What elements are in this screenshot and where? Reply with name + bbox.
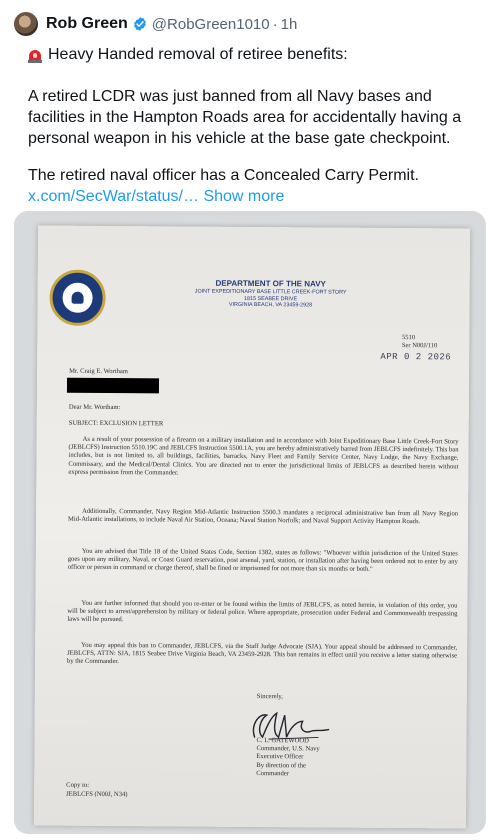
avatar[interactable] xyxy=(14,12,38,36)
show-more-link[interactable]: Show more xyxy=(203,188,285,205)
post-photo[interactable] xyxy=(14,211,486,834)
letter-salutation: Dear Mr. Wortham: xyxy=(68,403,121,412)
separator-dot: · xyxy=(272,15,278,33)
letter-paragraph-3: You are advised that Title 18 of the United States Code, Section 1382, states as follows: "Whoever within jurisdiction of the United States goes upon any military, Naval, or Coast Guard reservation, post arsenal, yard, station, or installation after having been ordered not to enter by any officer or person in command or charge thereof, shall be fined or imprisoned for not more than six months or both." xyxy=(67,547,458,574)
redaction-box xyxy=(67,378,159,394)
post-link[interactable]: x.com/SecWar/status/… xyxy=(28,188,199,205)
letter-copy-to-recipient: JEBLCFS (N00J, N34) xyxy=(66,790,128,799)
letter-document xyxy=(34,225,470,828)
post-headline xyxy=(28,44,486,65)
letter-paragraph-4: You are further informed that should you re-enter or be found within the limits of JEBLCFS, as noted herein, in violation of this order, you will be subject to arrest/apprehension by military or federal police. Where appropriate, prosecution under Federal and Commonwealth trespassing laws will be pursued. xyxy=(67,599,458,624)
letter-recipient: Mr. Craig E. Wortham xyxy=(69,367,128,376)
post-paragraph-3 xyxy=(28,165,486,207)
post-timestamp[interactable]: 1h xyxy=(280,15,298,33)
letter-paragraph-5: You may appeal this ban to Commander, JEBLCFS, via the Staff Judge Advocate (SJA). Your appeal should be addressed to Commander, JEBLCFS, ATTN: SJA, 1815 Seabee Drive Virginia Beach, VA 23459-2928. This ban remains in effect until you receive a letter stating otherwise by the Commander. xyxy=(67,641,458,666)
post-paragraph-2: A retired LCDR was just banned from all Navy bases and facilities in the Hampton Roads area for accidentally having a personal weapon in his vehicle at the base gate checkpoint. xyxy=(28,88,462,147)
author-handle[interactable]: @RobGreen1010 xyxy=(151,15,270,33)
paragraph-3-text: The retired naval officer has a Concealed Carry Permit. xyxy=(28,167,419,184)
letter-date-stamp: APR 0 2 2026 xyxy=(380,351,452,363)
signature-block: C. L. GATEWOOD Commander, U.S. Navy Executive Officer By direction of the Commander xyxy=(256,737,320,778)
letter-department-title: DEPARTMENT OF THE NAVY xyxy=(215,278,326,289)
letter-closing: Sincerely, xyxy=(256,693,283,701)
letter-reference: 5510 Ser N00J/110 xyxy=(401,334,438,350)
rotating-light-icon xyxy=(28,47,42,63)
letter-subject: SUBJECT: EXCLUSION LETTER xyxy=(68,419,164,428)
post-header xyxy=(14,10,484,38)
letter-paragraph-2: Additionally, Commander, Navy Region Mid-Atlantic Instruction 5500.3 mandates a reciprocal administrative ban from all Navy Region Mid-Atlantic installations, to include Naval Air Station, Oceana; Naval Station Norfolk; and Naval Support Activity Hampton Roads. xyxy=(68,507,459,526)
headline-text: Heavy Handed removal of retiree benefits: xyxy=(48,46,348,63)
letter-department-address: JOINT EXPEDITIONARY BASE LITTLE CREEK-FORT STORY 1815 SEABEE DRIVE VIRGINIA BEACH, VA 23459-2928 xyxy=(194,288,347,309)
author-name[interactable]: Rob Green xyxy=(46,15,128,32)
letter-copy-to: Copy to: xyxy=(66,781,90,789)
navy-seal-icon xyxy=(49,270,105,326)
letter-paragraph-1: As a result of your possession of a firearm on a military installation and in accordance with Joint Expeditionary Base Little Creek-Fort Story (JEBLCFS) Instruction 5510.19C and JEBLCFS Instruction 5500.1A, you are hereby administratively barred from JEBLCFS indefinitely. This ban includes, but is not limited to, all buildings, facilities, barracks, Navy Fleet and Family Service Center, Navy Lodge, the Navy Exchange, Commissary, and the Medical/Dental Clinics. You are directed not to enter the jurisdictional limits of JEBLCFS as described herein without express permission from the Commander. xyxy=(68,435,459,477)
verified-badge-icon xyxy=(132,16,148,32)
